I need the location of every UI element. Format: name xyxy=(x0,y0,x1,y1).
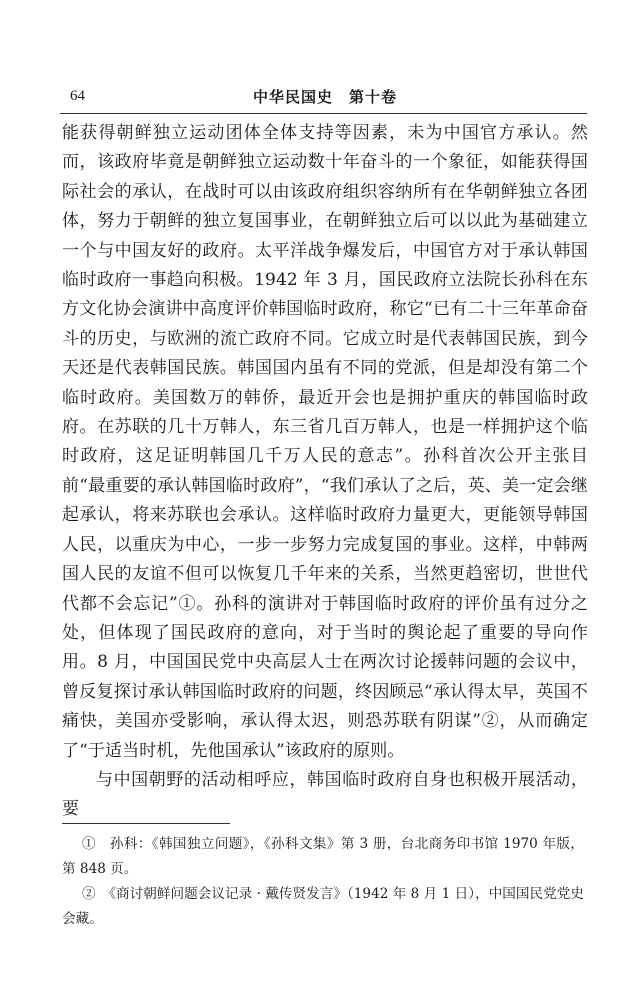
footnote-rule xyxy=(62,823,230,824)
footnote: ① 孙科：《韩国独立问题》，《孙科文集》第 3 册，台北商务印书馆 1970 年版，第 848 页。 xyxy=(62,836,584,877)
footnotes xyxy=(62,832,584,932)
page-header xyxy=(60,86,590,110)
page-number: 64 xyxy=(70,88,85,104)
running-title: 中华民国史 第十卷 xyxy=(252,88,397,106)
paragraph: 能获得朝鲜独立运动团体全体支持等因素，未为中国官方承认。然而，该政府毕竟是朝鲜独立运动数十年奋斗的一个象征，如能获得国际社会的承认，在战时可以由该政府组织容纳所有在华朝鲜独立各团体，努力于朝鲜的独立复国事业，在朝鲜独立后可以以此为基础建立一个与中国友好的政府。太平洋战争爆发后，中国官方对于承认韩国临时政府一事趋向积极。1942 年 3 月，国民政府立法院长孙科在东方文化协会演讲中高度评价韩国临时政府，称它“已有二十三年革命奋斗的历史，与欧洲的流亡政府不同。它成立时是代表韩国民族，到今天还是代表韩国民族。韩国国内虽有不同的党派，但是却没有第二个临时政府。美国数万的韩侨，最近开会也是拥护重庆的韩国临时政府。在苏联的几十万韩人，东三省几百万韩人，也是一样拥护这个临时政府，这足证明韩国几千万人民的意志”。孙科首次公开主张目前“最重要的承认韩国临时政府”，“我们承认了之后，英、美一定会继起承认，将来苏联也会承认。这样临时政府力量更大，更能领导韩国人民，以重庆为中心，一步一步努力完成复国的事业。这样，中韩两国人民的友谊不但可以恢复几千年来的关系，当然更趋密切，世世代代都不会忘记”①。孙科的演讲对于韩国临时政府的评价虽有过分之处，但体现了国民政府的意向，对于当时的舆论起了重要的导向作用。8 月，中国国民党中央高层人士在两次讨论援韩问题的会议中，曾反复探讨承认韩国临时政府的问题，终因顾忌“承认得太早，英国不痛快，美国亦受影响，承认得太迟，则恐苏联有阴谋”②，从而确定了“于适当时机，先他国承认”该政府的原则。 xyxy=(62,123,588,761)
body-text xyxy=(62,119,588,825)
paragraph: 与中国朝野的活动相呼应，韩国临时政府自身也积极开展活动，要 xyxy=(62,769,588,820)
header-rule xyxy=(60,113,587,114)
footnote: ② 《商讨朝鲜问题会议记录 · 戴传贤发言》（1942 年 8 月 1 日），中国国民党党史会藏。 xyxy=(62,886,584,927)
